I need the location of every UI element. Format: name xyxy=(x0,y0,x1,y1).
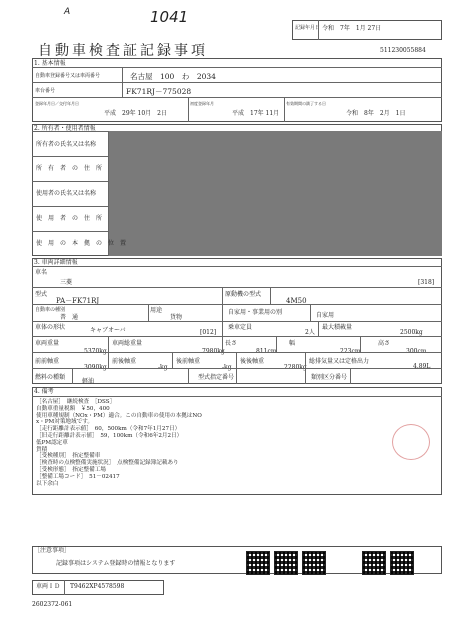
remark-line: ［受検種別］ 指定整備車 xyxy=(36,453,101,460)
caution-text: 記録事項はシステム登録時の情報となります xyxy=(56,560,176,567)
height-label: 高さ xyxy=(378,340,391,347)
type-number-label: 型式指定番号 xyxy=(198,374,235,381)
remark-line: 自動車重量税額 ￥50，400 xyxy=(36,405,110,412)
remarks-list xyxy=(36,400,202,488)
owner-address-label: 所 有 者 の 住 所 xyxy=(36,165,103,172)
remark-line: ［整備工場コード］ 51－02417 xyxy=(36,473,120,480)
load-label: 最大積載量 xyxy=(322,324,353,331)
maker-code: [318] xyxy=(418,279,435,286)
user-address-label: 使 用 者 の 住 所 xyxy=(36,215,103,222)
body-value: キャブオーバ xyxy=(90,327,126,334)
remark-line: ［旧走行距離計表示値］ 59，100km（令和6年2月2日） xyxy=(36,432,183,439)
length-label: 長さ xyxy=(225,340,238,347)
engine-label: 原動機の型式 xyxy=(225,291,262,298)
chassis-label: 車台番号 xyxy=(35,88,56,94)
reg-value: 名古屋 100 わ 2034 xyxy=(130,72,216,81)
height-value: 300cm xyxy=(406,348,427,355)
section3-heading: 3. 車両詳細情報 xyxy=(34,259,78,266)
caution-label: ［注意事項］ xyxy=(34,547,71,554)
gross-weight-label: 車両総重量 xyxy=(112,340,143,347)
length-value: 811cm xyxy=(256,348,277,355)
section2-heading: 2. 所有者・使用者情報 xyxy=(34,125,96,132)
width-value: 223cm xyxy=(340,348,361,355)
rear-rear-axle-value: 2280kg xyxy=(284,364,307,371)
purpose-value: 自家用 xyxy=(316,312,335,319)
qr-code-1 xyxy=(246,551,270,575)
record-date-value: 令和 7年 1月 27日 xyxy=(322,25,382,32)
first-year-label: 初度登録年月 xyxy=(190,101,214,106)
vehicle-id-value: T9462XP4578598 xyxy=(70,583,125,590)
rear-rear-axle-label: 後後軸重 xyxy=(240,358,265,365)
use-label: 用途 xyxy=(150,307,163,314)
chassis-value: FK71RJ－775028 xyxy=(126,87,192,96)
model-label: 型式 xyxy=(35,291,48,298)
qr-code-3 xyxy=(302,551,326,575)
capacity-value: 2人 xyxy=(305,329,315,336)
vehicle-id-label: 車両ＩＤ xyxy=(36,583,61,590)
record-date-label: 記録年月日 xyxy=(295,25,321,31)
owner-name-label: 所有者の氏名又は名称 xyxy=(36,141,97,148)
load-value: 2500kg xyxy=(400,329,423,336)
section1-heading: 1. 基本情報 xyxy=(34,60,66,67)
reg-label: 自動車登録番号又は車両番号 xyxy=(35,73,101,79)
capacity-label: 乗車定員 xyxy=(228,324,253,331)
front-front-axle-label: 前前軸重 xyxy=(35,358,60,365)
document-title: 自動車検査証記録事項 xyxy=(38,43,208,59)
body-label: 車体の形状 xyxy=(35,324,66,331)
rear-front-axle-label: 後前軸重 xyxy=(176,358,201,365)
document-number: 511230055884 xyxy=(380,47,426,54)
qr-code-5 xyxy=(390,551,414,575)
handwritten-number: 1041 xyxy=(150,8,189,26)
document-code: 2602372-061 xyxy=(32,601,73,608)
remark-line: x・PM対策地域です。 xyxy=(36,419,93,426)
weight-label: 車両重量 xyxy=(35,340,60,347)
expiry-label: 有効期間の満了する日 xyxy=(286,101,326,106)
red-seal-stamp xyxy=(392,424,430,460)
remark-line: ［走行距離計表示値］ 60，500km（令和7年1月27日） xyxy=(36,426,181,433)
remark-line: ［名古屋］ 継続検査 ［DSS］ xyxy=(36,399,116,405)
rear-front-axle-value: -kg xyxy=(222,364,232,371)
front-front-axle-value: 3090kg xyxy=(84,364,107,371)
expiry-value: 令和 8年 2月 1日 xyxy=(346,110,406,117)
fuel-value: 軽油 xyxy=(82,378,95,385)
remark-line: 低PM認定車 xyxy=(36,439,68,446)
qr-code-2 xyxy=(274,551,298,575)
gross-weight-value: 7980kg xyxy=(202,348,225,355)
displacement-label: 総排気量又は定格出力 xyxy=(309,358,370,365)
kind-label: 自動車の種別 xyxy=(35,307,66,313)
engine-value: 4M50 xyxy=(286,297,307,305)
first-reg-value: 平成 29年 10月 2日 xyxy=(104,110,167,117)
use-value: 貨物 xyxy=(170,314,183,321)
fuel-label: 燃料の種類 xyxy=(35,374,66,381)
first-year-value: 平成 17年 11月 xyxy=(232,110,280,117)
front-rear-axle-value: -kg xyxy=(158,364,168,371)
section4-heading: 4. 備考 xyxy=(34,388,54,395)
weight-value: 5370kg xyxy=(84,348,107,355)
remark-line: 貨積 xyxy=(36,446,48,453)
user-name-label: 使用者の氏名又は名称 xyxy=(36,190,97,197)
kind-value: 普 通 xyxy=(60,314,79,321)
redacted-personal-info xyxy=(109,131,442,256)
remark-line: ［受検形態］ 指定整備工場 xyxy=(36,466,106,473)
width-label: 幅 xyxy=(289,340,296,347)
maker-label: 車名 xyxy=(35,269,48,276)
first-reg-label: 登録年月日／交付年月日 xyxy=(35,101,79,106)
handwritten-a: A xyxy=(64,7,71,17)
base-location-label: 使 用 の 本 拠 の 位 置 xyxy=(36,240,127,247)
maker-value: 三菱 xyxy=(60,279,73,286)
remark-line: ［検査時の点検整備実施状況］ 点検整備記録簿記載あり xyxy=(36,460,179,467)
remark-line: 以下余白 xyxy=(36,480,59,487)
model-value: PA－FK71RJ xyxy=(56,297,100,305)
remark-line: 使用車種規制（NOx・PM）適合。この自動車の使用の本拠はNO xyxy=(36,412,202,419)
purpose-label: 自家用・事業用の別 xyxy=(228,309,283,316)
displacement-value: 4.89L xyxy=(413,363,431,370)
body-code: [012] xyxy=(200,329,217,336)
front-rear-axle-label: 前後軸重 xyxy=(112,358,137,365)
category-number-label: 類別区分番号 xyxy=(311,374,348,381)
qr-code-4 xyxy=(362,551,386,575)
